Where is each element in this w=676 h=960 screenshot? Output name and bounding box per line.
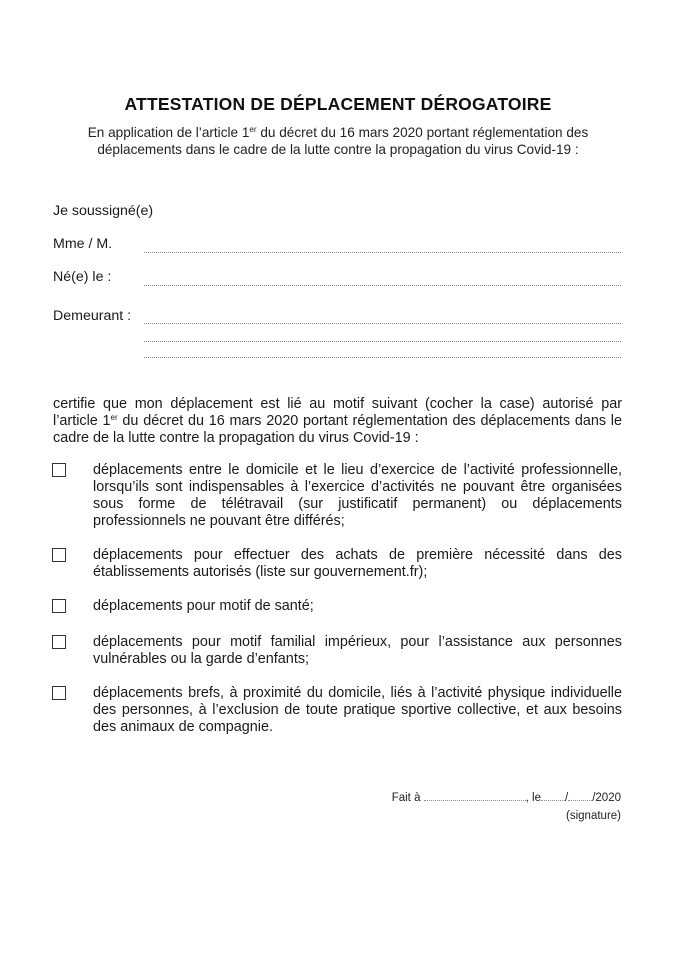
birth-date-field[interactable]	[144, 275, 621, 286]
date-slash: /	[565, 792, 569, 804]
document-title: ATTESTATION DE DÉPLACEMENT DÉROGATOIRE	[124, 94, 552, 114]
address-label: Demeurant :	[53, 308, 132, 324]
place-label: Fait à	[391, 792, 421, 804]
address-field-line-2[interactable]	[144, 331, 621, 342]
signature-place-date	[392, 790, 621, 804]
certification-text-post: du décret du 16 mars 2020 portant réglementation des déplacements dans le cadre de la lutte contre la propagation du virus Covid-19 :	[53, 413, 622, 446]
certification-paragraph	[53, 396, 622, 447]
day-field[interactable]	[541, 790, 565, 801]
document-subtitle	[80, 124, 596, 158]
subtitle-text-pre: En application de l’article 1	[87, 125, 250, 140]
name-label: Mme / M.	[53, 236, 113, 252]
reason-checkbox-work[interactable]	[52, 463, 66, 477]
reason-checkbox-health[interactable]	[52, 599, 66, 613]
reason-text-work: déplacements entre le domicile et le lieu d’exercice de l’activité professionnelle, lorsqu’ils sont indispensables à l’exercice d’activités ne pouvant être organisées sous forme de télétravail (sur justificatif permanent) ou déplacements professionnels ne pouvant être différés;	[93, 462, 622, 529]
year-suffix: /2020	[592, 792, 621, 804]
subtitle-text-post: du décret du 16 mars 2020 portant réglementation des	[256, 125, 589, 140]
name-field[interactable]	[144, 242, 621, 253]
certification-superscript: er	[110, 413, 118, 422]
date-label: , le	[525, 792, 542, 804]
reason-checkbox-family[interactable]	[52, 635, 66, 649]
intro-label: Je soussigné(e)	[53, 203, 154, 219]
subtitle-line-2: déplacements dans le cadre de la lutte contre la propagation du virus Covid-19 :	[97, 142, 579, 157]
place-field[interactable]	[424, 790, 526, 801]
address-field-line-3[interactable]	[144, 347, 621, 358]
reason-text-health: déplacements pour motif de santé;	[93, 598, 314, 614]
certification-text-pre: certifie que mon déplacement est lié au motif suivant (cocher la case) autorisé par l’article 1	[53, 396, 622, 429]
signature-label: (signature)	[566, 810, 621, 822]
birth-label: Né(e) le :	[53, 269, 112, 285]
subtitle-superscript: er	[249, 125, 257, 134]
reason-checkbox-shopping[interactable]	[52, 548, 66, 562]
reason-text-exercise: déplacements brefs, à proximité du domicile, liés à l’activité physique individuelle des personnes, à l’exclusion de toute pratique sportive collective, et aux besoins des animaux de compagnie.	[93, 685, 622, 735]
month-field[interactable]	[568, 790, 592, 801]
address-field-line-1[interactable]	[144, 313, 621, 324]
reason-text-shopping: déplacements pour effectuer des achats de première nécessité dans des établissements autorisés (liste sur gouvernement.fr);	[93, 547, 622, 580]
reason-text-family: déplacements pour motif familial impérieux, pour l’assistance aux personnes vulnérables ou la garde d’enfants;	[93, 634, 622, 667]
reason-checkbox-exercise[interactable]	[52, 686, 66, 700]
